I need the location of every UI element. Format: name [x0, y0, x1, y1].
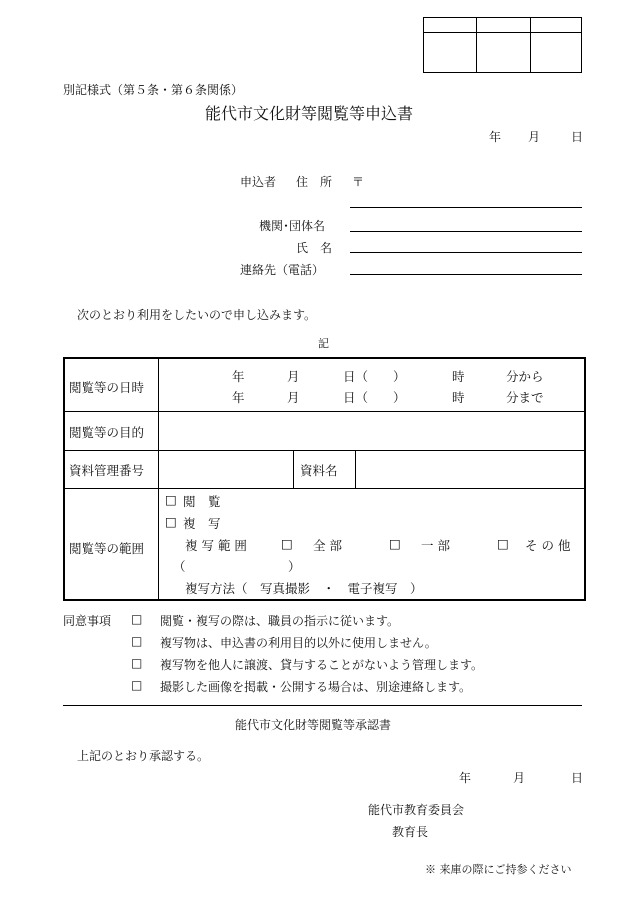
material-name-label: 資料名 [300, 463, 338, 478]
ki-mark: 記 [318, 337, 329, 350]
date-year: 年 [489, 130, 502, 144]
approval-day: 日 [571, 771, 584, 785]
dt2-day: 日（ ） [343, 390, 406, 405]
form-id: 別記様式（第５条・第６条関係） [63, 83, 244, 97]
org-label: 機関･団体名 [259, 219, 326, 233]
approval-head: 教育長 [392, 825, 429, 839]
date-month: 月 [528, 130, 541, 144]
datetime-label: 閲覧等の日時 [69, 380, 145, 395]
consent-item-1: 閲覧・複写の際は、職員の指示に従います。 [160, 614, 400, 628]
footnote: ※ 来庫の際にご持参ください [425, 863, 572, 876]
range-all-checkbox[interactable]: □ [281, 536, 293, 551]
address-line[interactable] [350, 207, 582, 208]
consent-item-3: 複写物を他人に譲渡、貸与することがないよう管理します。 [160, 658, 484, 672]
applicant-label: 申込者 [240, 175, 277, 189]
dt1-month: 月 [287, 369, 300, 384]
intro-text: 次のとおり利用をしたいので申し込みます。 [77, 308, 317, 322]
dt2-year: 年 [232, 390, 245, 405]
range-part-checkbox[interactable]: □ [389, 536, 401, 551]
dt2-hour: 時 [452, 390, 465, 405]
dt1-min: 分から [506, 369, 544, 384]
receipt-box [423, 17, 582, 73]
consent-checkbox-1[interactable]: □ [131, 612, 143, 626]
paren-open: （ [173, 559, 186, 574]
approval-text: 上記のとおり承認する。 [77, 749, 210, 763]
purpose-label: 閲覧等の目的 [69, 425, 145, 440]
range-all: 全 部 [313, 538, 342, 553]
consent-checkbox-2[interactable]: □ [131, 634, 143, 648]
name-line[interactable] [350, 252, 582, 253]
contact-label: 連絡先（電話） [240, 263, 325, 277]
view-option: 閲 覧 [183, 494, 221, 509]
range-other: そ の 他 [525, 538, 571, 553]
approval-year: 年 [459, 771, 472, 785]
scope-label: 閲覧等の範囲 [69, 541, 145, 556]
org-line[interactable] [350, 231, 582, 232]
copy-method: 複写方法（ 写真撮影 ・ 電子複写 ） [185, 581, 423, 596]
dt1-year: 年 [232, 369, 245, 384]
consent-item-4: 撮影した画像を掲載・公開する場合は、別途連絡します。 [160, 680, 472, 694]
approval-org: 能代市教育委員会 [368, 803, 465, 817]
range-other-checkbox[interactable]: □ [497, 536, 509, 551]
application-table [63, 357, 586, 601]
approval-month: 月 [513, 771, 526, 785]
contact-line[interactable] [350, 274, 582, 275]
approval-title: 能代市文化財等閲覧等承認書 [235, 718, 392, 732]
page-title: 能代市文化財等閲覧等申込書 [205, 104, 414, 123]
paren-close: ） [288, 559, 301, 574]
section-divider [63, 705, 582, 706]
view-checkbox[interactable]: □ [165, 492, 177, 507]
dt1-hour: 時 [452, 369, 465, 384]
dt2-min: 分まで [506, 390, 544, 405]
dt2-month: 月 [287, 390, 300, 405]
copy-option: 複 写 [183, 516, 221, 531]
range-part: 一 部 [421, 538, 450, 553]
copy-range-label: 複 写 範 囲 [185, 538, 247, 553]
consent-checkbox-4[interactable]: □ [131, 678, 143, 692]
date-day: 日 [571, 130, 584, 144]
consent-item-2: 複写物は、申込書の利用目的以外に使用しません。 [160, 636, 437, 650]
consent-label: 同意事項 [63, 614, 112, 628]
copy-checkbox[interactable]: □ [165, 514, 177, 529]
name-label: 氏 名 [296, 241, 333, 255]
consent-checkbox-3[interactable]: □ [131, 656, 143, 670]
postal-mark: 〒 [352, 175, 365, 189]
material-no-label: 資料管理番号 [69, 463, 145, 478]
address-label: 住 所 [296, 175, 333, 189]
dt1-day: 日（ ） [343, 369, 406, 384]
